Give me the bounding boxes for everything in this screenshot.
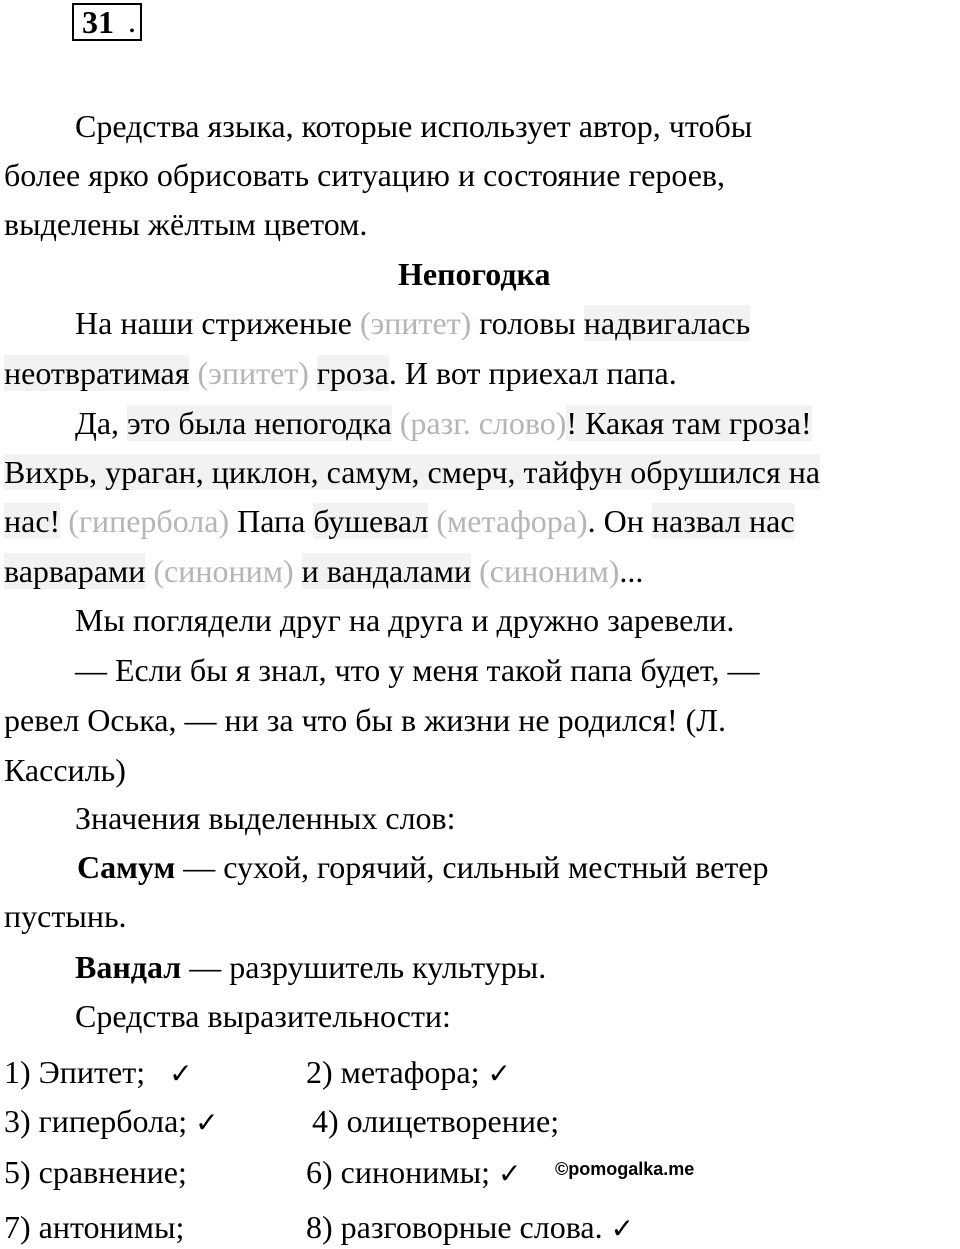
device-label: 7) антонимы; — [4, 1209, 185, 1245]
story-p2-line1 — [75, 403, 812, 443]
device-item — [4, 1152, 187, 1192]
annotation-epithet: (эпитет) — [189, 355, 317, 391]
watermark: ©pomogalka.me — [555, 1159, 695, 1179]
device-item — [4, 1101, 219, 1141]
highlight: бушевал — [313, 503, 429, 539]
check-icon: ✓ — [487, 1057, 511, 1090]
highlight: Вихрь, ураган, циклон, самум, смерч, тайфун обрушился на — [4, 454, 821, 490]
device-label: 4) олицетворение; — [312, 1103, 560, 1139]
highlight: это была непогодка — [127, 405, 392, 441]
term-vandal: Вандал — [75, 949, 182, 985]
device-item — [306, 1052, 511, 1092]
story-title: Непогодка — [398, 256, 551, 292]
highlight: назвал нас — [651, 503, 795, 539]
story-p2-line3 — [4, 501, 795, 541]
device-label: 8) разговорные слова. — [306, 1209, 603, 1245]
highlight: варварами — [4, 553, 146, 589]
definition: — разрушитель культуры. — [181, 949, 547, 985]
meaning-samum-cont: пустынь. — [4, 898, 127, 934]
story-p1-line2 — [4, 353, 677, 393]
annotation-metaphor: (метафора) — [428, 503, 588, 539]
device-item — [4, 1052, 193, 1092]
device-item — [306, 1152, 521, 1192]
intro-line-3: выделены жёлтым цветом. — [4, 206, 368, 242]
text: ... — [619, 553, 644, 589]
text: Да, — [75, 405, 128, 441]
device-item — [312, 1101, 559, 1141]
definition: — сухой, горячий, сильный местный ветер — [175, 849, 769, 885]
meanings-header: Значения выделенных слов: — [75, 800, 456, 836]
check-icon: ✓ — [610, 1212, 635, 1245]
highlight: гроза — [316, 355, 389, 391]
annotation-colloquial: (разг. слово) — [391, 405, 567, 441]
device-label: 6) синонимы; — [306, 1154, 490, 1190]
text: На наши стриженые — [75, 305, 360, 341]
task-number: 31 — [72, 3, 142, 41]
highlight: нас! — [4, 503, 61, 539]
story-p4-line3: Кассиль) — [4, 752, 126, 788]
intro-line-1: Средства языка, которые использует автор, чтобы — [75, 108, 753, 144]
text: головы — [471, 305, 584, 341]
story-p4-line1: — Если бы я знал, что у меня такой папа будет, — — [75, 652, 760, 688]
device-item — [306, 1207, 634, 1247]
story-p3: Мы поглядели друг на друга и дружно заревели. — [75, 602, 735, 638]
annotation-synonym: (синоним) — [145, 553, 302, 589]
device-label: 5) сравнение; — [4, 1154, 187, 1190]
story-p2-line4 — [4, 551, 643, 591]
meaning-samum — [77, 847, 769, 887]
device-label: 3) гипербола; — [4, 1103, 188, 1139]
text: . Он — [587, 503, 652, 539]
annotation-epithet: (эпитет) — [359, 305, 472, 341]
meaning-vandal — [75, 947, 546, 987]
text: . И вот приехал папа. — [388, 355, 677, 391]
intro-line-2: более ярко обрисовать ситуацию и состояние героев, — [4, 157, 726, 193]
check-icon: ✓ — [195, 1106, 219, 1139]
story-p2-line2 — [4, 452, 820, 492]
annotation-synonym: (синоним) — [471, 553, 620, 589]
annotation-hyperbole: (гипербола) — [60, 503, 238, 539]
check-icon: ✓ — [498, 1157, 522, 1190]
story-p4-line2: ревел Оська, — ни за что бы в жизни не родился! (Л. — [4, 702, 726, 738]
devices-header: Средства выразительности: — [75, 998, 451, 1034]
highlight: неотвратимая — [4, 355, 190, 391]
story-p1-line1 — [75, 303, 750, 343]
task-number-dot: . — [128, 3, 136, 39]
device-label: 1) Эпитет; — [4, 1054, 146, 1090]
highlight: надвигалась — [583, 305, 751, 341]
check-icon: ✓ — [169, 1057, 193, 1090]
device-label: 2) метафора; — [306, 1054, 480, 1090]
term-samum: Самум — [77, 849, 176, 885]
device-item — [4, 1207, 184, 1247]
highlight: ! Какая там гроза! — [566, 405, 812, 441]
text: Папа — [237, 503, 314, 539]
highlight: и вандалами — [301, 553, 472, 589]
